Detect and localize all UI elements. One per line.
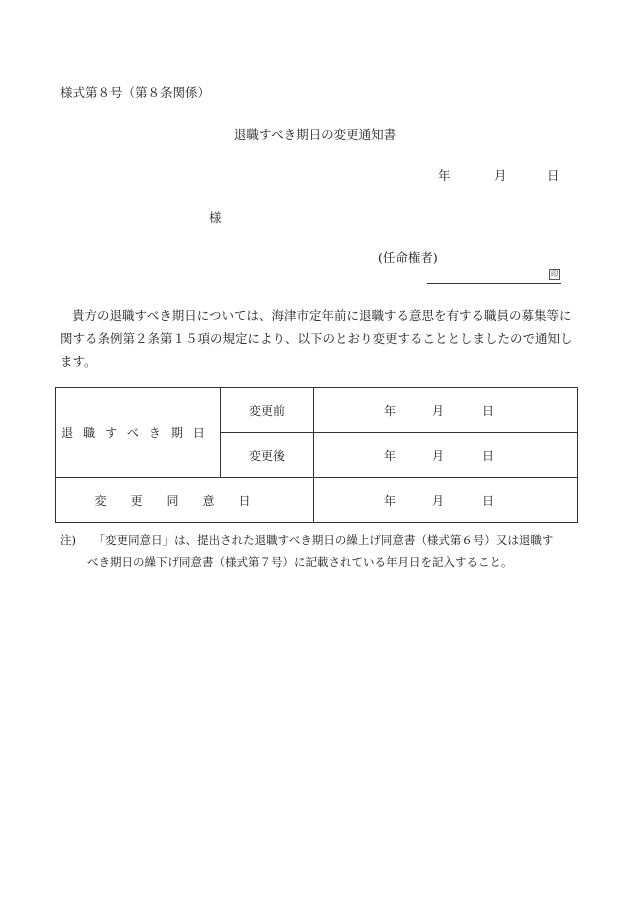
- addressee-suffix: 様: [209, 210, 222, 225]
- after-date-cell: [314, 433, 578, 478]
- cell-day: 日: [482, 404, 495, 418]
- cell-month: 月: [432, 404, 445, 418]
- footnote: [60, 529, 585, 573]
- note-prefix: 注): [60, 533, 76, 547]
- table-row: [56, 478, 578, 523]
- date-year: 年: [438, 168, 451, 183]
- cell-year: 年: [384, 449, 397, 463]
- consent-date-label: 変更同意日: [56, 478, 314, 523]
- note-line-1: 「変更同意日」は、提出された退職すべき期日の繰上げ同意書（様式第６号）又は退職す: [93, 533, 554, 547]
- cell-month: 月: [432, 494, 445, 508]
- retirement-date-label: 退職すべき期日: [56, 388, 221, 478]
- signature-line: [427, 283, 561, 284]
- form-number: 様式第８号（第８条関係）: [60, 85, 211, 100]
- body-text: 貴方の退職すべき期日については、海津市定年前に退職する意思を有する職員の募集等に関する条例第２条第１５項の規定により、以下のとおり変更することとしましたので通知します。: [60, 308, 573, 369]
- appointing-authority: (任命権者): [378, 250, 438, 265]
- cell-year: 年: [384, 404, 397, 418]
- consent-date-cell: [314, 478, 578, 523]
- seal-icon: 印: [551, 270, 558, 278]
- document-title: 退職すべき期日の変更通知書: [233, 127, 397, 142]
- cell-month: 月: [432, 449, 445, 463]
- table-row: [56, 388, 578, 433]
- date-month: 月: [494, 168, 507, 183]
- cell-day: 日: [482, 494, 495, 508]
- cell-day: 日: [482, 449, 495, 463]
- before-label: 変更前: [221, 388, 314, 433]
- cell-year: 年: [384, 494, 397, 508]
- before-date-cell: [314, 388, 578, 433]
- change-table: [55, 387, 578, 523]
- note-line-2: べき期日の繰下げ同意書（様式第７号）に記載されている年月日を記入すること。: [87, 555, 513, 569]
- after-label: 変更後: [221, 433, 314, 478]
- date-day: 日: [547, 168, 560, 183]
